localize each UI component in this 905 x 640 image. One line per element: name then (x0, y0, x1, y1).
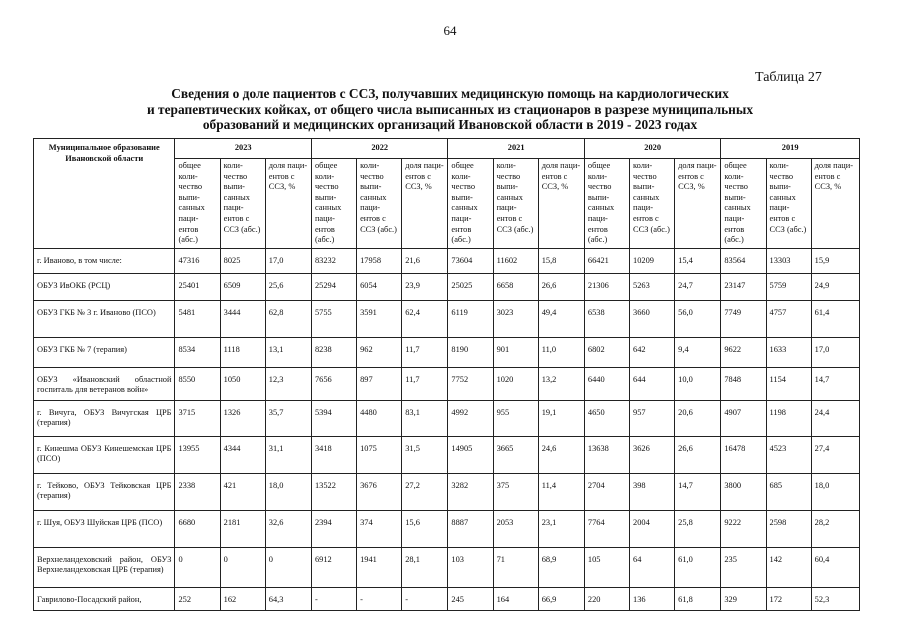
table-cell: 17,0 (265, 248, 311, 273)
table-cell: 2598 (766, 510, 811, 547)
cvd-share-header: доля паци-ентов с ССЗ, % (811, 159, 859, 249)
table-cell: 103 (448, 547, 493, 587)
table-cell: 2181 (220, 510, 265, 547)
row-municipality-name: ОБУЗ «Ивановский областной госпиталь для ветеранов войн» (34, 367, 175, 400)
table-cell: 11602 (493, 248, 538, 273)
table-cell: 3591 (357, 300, 402, 337)
table-row (34, 473, 860, 510)
table-cell: 955 (493, 400, 538, 436)
table-cell: 10209 (630, 248, 675, 273)
page-number: 64 (443, 23, 457, 38)
total-discharged-header: общее коли-чество выпи-санных паци-ентов (абс.) (311, 159, 356, 249)
table-cell: 26,6 (538, 273, 584, 300)
table-cell: 24,7 (675, 273, 721, 300)
document-title (80, 86, 820, 133)
table-cell: 7848 (721, 367, 766, 400)
table-cell: 5394 (311, 400, 356, 436)
table-cell: - (357, 587, 402, 610)
table-cell: 1326 (220, 400, 265, 436)
table-cell: 6119 (448, 300, 493, 337)
table-cell: 61,8 (675, 587, 721, 610)
table-cell: 23147 (721, 273, 766, 300)
table-row (34, 436, 860, 473)
table-row (34, 547, 860, 587)
table-cell: - (402, 587, 448, 610)
table-cell: 14,7 (675, 473, 721, 510)
table-cell: 35,7 (265, 400, 311, 436)
table-cell: 5263 (630, 273, 675, 300)
table-cell: 1154 (766, 367, 811, 400)
row-municipality-name: г. Шуя, ОБУЗ Шуйская ЦРБ (ПСО) (34, 510, 175, 547)
table-cell: 235 (721, 547, 766, 587)
table-cell: 27,4 (811, 436, 859, 473)
table-cell: 8190 (448, 337, 493, 367)
table-cell: 644 (630, 367, 675, 400)
table-cell: 8550 (175, 367, 220, 400)
table-row (34, 367, 860, 400)
table-cell: 4344 (220, 436, 265, 473)
table-cell: 52,3 (811, 587, 859, 610)
table-cell: 73604 (448, 248, 493, 273)
table-cell: 21,6 (402, 248, 448, 273)
row-municipality-name: г. Тейково, ОБУЗ Тейковская ЦРБ (терапия) (34, 473, 175, 510)
table-cell: 421 (220, 473, 265, 510)
table-cell: 61,4 (811, 300, 859, 337)
table-cell: 5755 (311, 300, 356, 337)
table-cell: 23,1 (538, 510, 584, 547)
table-cell: 17958 (357, 248, 402, 273)
total-discharged-header: общее коли-чество выпи-санных паци-ентов (абс.) (721, 159, 766, 249)
table-cell: 4523 (766, 436, 811, 473)
table-cell: 5481 (175, 300, 220, 337)
table-cell: 62,8 (265, 300, 311, 337)
total-discharged-header: общее коли-чество выпи-санных паци-ентов (абс.) (175, 159, 220, 249)
table-row (34, 337, 860, 367)
cvd-discharged-header: коли-чество выпи-санных паци-ентов с ССЗ (абс.) (220, 159, 265, 249)
table-cell: 25294 (311, 273, 356, 300)
table-cell: 83,1 (402, 400, 448, 436)
table-cell: 6538 (584, 300, 629, 337)
table-cell: 62,4 (402, 300, 448, 337)
year-header: 2022 (311, 139, 447, 159)
row-municipality-name: г. Кинешма ОБУЗ Кинешемская ЦРБ (ПСО) (34, 436, 175, 473)
table-cell: 2338 (175, 473, 220, 510)
table-cell: 11,7 (402, 367, 448, 400)
table-cell: 11,4 (538, 473, 584, 510)
table-cell: 25401 (175, 273, 220, 300)
table-row (34, 587, 860, 610)
year-header: 2020 (584, 139, 720, 159)
table-cell: 3418 (311, 436, 356, 473)
table-cell: 3660 (630, 300, 675, 337)
table-row (34, 248, 860, 273)
table-cell: 6054 (357, 273, 402, 300)
title-line: Сведения о доле пациентов с ССЗ, получавших медицинскую помощь на кардиологических (171, 86, 729, 101)
table-cell: 7749 (721, 300, 766, 337)
table-cell: 4992 (448, 400, 493, 436)
table-cell: 6440 (584, 367, 629, 400)
table-cell: 64 (630, 547, 675, 587)
table-cell: 31,1 (265, 436, 311, 473)
table-cell: 27,2 (402, 473, 448, 510)
table-cell: 66421 (584, 248, 629, 273)
year-header: 2021 (448, 139, 584, 159)
table-cell: 8238 (311, 337, 356, 367)
cvd-discharged-header: коли-чество выпи-санных паци-ентов с ССЗ (абс.) (766, 159, 811, 249)
table-cell: 0 (175, 547, 220, 587)
table-cell: 3665 (493, 436, 538, 473)
table-cell: 1941 (357, 547, 402, 587)
title-line: и терапевтических койках, от общего числа выписанных из стационаров в разрезе муниципальных (146, 101, 754, 117)
table-cell: 13638 (584, 436, 629, 473)
table-cell: 3023 (493, 300, 538, 337)
table-cell: 14905 (448, 436, 493, 473)
table-cell: 2004 (630, 510, 675, 547)
cvd-discharged-header: коли-чество выпи-санных паци-ентов с ССЗ (абс.) (630, 159, 675, 249)
table-cell: 245 (448, 587, 493, 610)
table-cell: 8025 (220, 248, 265, 273)
row-municipality-name: ОБУЗ ГКБ № 3 г. Иваново (ПСО) (34, 300, 175, 337)
row-municipality-name: г. Иваново, в том числе: (34, 248, 175, 273)
table-cell: 957 (630, 400, 675, 436)
table-cell: 15,4 (675, 248, 721, 273)
table-cell: 7752 (448, 367, 493, 400)
table-cell: 60,4 (811, 547, 859, 587)
table-cell: 66,9 (538, 587, 584, 610)
row-municipality-name: ОБУЗ ГКБ № 7 (терапия) (34, 337, 175, 367)
table-cell: 68,9 (538, 547, 584, 587)
table-cell: 4480 (357, 400, 402, 436)
cvd-discharged-header: коли-чество выпи-санных паци-ентов с ССЗ (абс.) (493, 159, 538, 249)
table-cell: 13,2 (538, 367, 584, 400)
table-cell: 329 (721, 587, 766, 610)
row-municipality-name: Верхнеландеховский район, ОБУЗ Верхнеландеховская ЦРБ (терапия) (34, 547, 175, 587)
table-cell: 25,8 (675, 510, 721, 547)
table-cell: 3282 (448, 473, 493, 510)
table-cell: 901 (493, 337, 538, 367)
table-cell: 3626 (630, 436, 675, 473)
cvd-share-header: доля паци-ентов с ССЗ, % (402, 159, 448, 249)
table-cell: 897 (357, 367, 402, 400)
table-cell: 64,3 (265, 587, 311, 610)
table-row (34, 400, 860, 436)
municipality-column-header: Муниципальное образование Ивановской области (34, 139, 175, 249)
table-cell: 3715 (175, 400, 220, 436)
table-cell: 13955 (175, 436, 220, 473)
table-cell: 398 (630, 473, 675, 510)
table-cell: 18,0 (265, 473, 311, 510)
table-cell: 11,7 (402, 337, 448, 367)
cvd-share-header: доля паци-ентов с ССЗ, % (265, 159, 311, 249)
table-cell: 2053 (493, 510, 538, 547)
table-cell: 24,6 (538, 436, 584, 473)
table-cell: 3800 (721, 473, 766, 510)
table-cell: 962 (357, 337, 402, 367)
table-cell: 24,9 (811, 273, 859, 300)
table-cell: 25025 (448, 273, 493, 300)
row-municipality-name: ОБУЗ ИвОКБ (РСЦ) (34, 273, 175, 300)
table-cell: 1050 (220, 367, 265, 400)
table-cell: 4650 (584, 400, 629, 436)
cvd-share-header: доля паци-ентов с ССЗ, % (538, 159, 584, 249)
table-cell: 6680 (175, 510, 220, 547)
table-cell: 8534 (175, 337, 220, 367)
table-cell: 26,6 (675, 436, 721, 473)
table-cell: 1075 (357, 436, 402, 473)
table-cell: 6658 (493, 273, 538, 300)
table-cell: 6912 (311, 547, 356, 587)
table-cell: 15,9 (811, 248, 859, 273)
table-cell: 4757 (766, 300, 811, 337)
table-cell: 375 (493, 473, 538, 510)
table-cell: 162 (220, 587, 265, 610)
table-cell: 12,3 (265, 367, 311, 400)
table-cell: 6509 (220, 273, 265, 300)
table-row (34, 273, 860, 300)
table-cell: 15,8 (538, 248, 584, 273)
table-cell: 5759 (766, 273, 811, 300)
table-cell: 28,1 (402, 547, 448, 587)
table-cell: 17,0 (811, 337, 859, 367)
table-cell: 7656 (311, 367, 356, 400)
table-cell: 13522 (311, 473, 356, 510)
table-cell: 2704 (584, 473, 629, 510)
table-cell: 83232 (311, 248, 356, 273)
total-discharged-header: общее коли-чество выпи-санных паци-ентов (абс.) (584, 159, 629, 249)
cvd-share-header: доля паци-ентов с ССЗ, % (675, 159, 721, 249)
year-header: 2019 (721, 139, 860, 159)
row-municipality-name: Гаврилово-Посадский район, (34, 587, 175, 610)
table-cell: 56,0 (675, 300, 721, 337)
table-cell: 7764 (584, 510, 629, 547)
table-cell: 49,4 (538, 300, 584, 337)
row-municipality-name: г. Вичуга, ОБУЗ Вичугская ЦРБ (терапия) (34, 400, 175, 436)
table-cell: 71 (493, 547, 538, 587)
table-cell: 172 (766, 587, 811, 610)
table-cell: 9,4 (675, 337, 721, 367)
table-cell: 47316 (175, 248, 220, 273)
table-row (34, 510, 860, 547)
table-cell: 11,0 (538, 337, 584, 367)
table-cell: 1633 (766, 337, 811, 367)
cardiology-patients-table (33, 138, 860, 611)
table-cell: 25,6 (265, 273, 311, 300)
table-cell: 23,9 (402, 273, 448, 300)
table-cell: 10,0 (675, 367, 721, 400)
cvd-discharged-header: коли-чество выпи-санных паци-ентов с ССЗ (абс.) (357, 159, 402, 249)
table-cell: 24,4 (811, 400, 859, 436)
table-cell: 105 (584, 547, 629, 587)
table-row (34, 300, 860, 337)
table-cell: 6802 (584, 337, 629, 367)
table-cell: 9222 (721, 510, 766, 547)
table-cell: 3676 (357, 473, 402, 510)
table-cell: 374 (357, 510, 402, 547)
total-discharged-header: общее коли-чество выпи-санных паци-ентов (абс.) (448, 159, 493, 249)
title-line: образований и медицинских организаций Ивановской области в 2019 - 2023 годах (202, 117, 698, 132)
table-cell: 4907 (721, 400, 766, 436)
table-cell: 1020 (493, 367, 538, 400)
table-cell: 220 (584, 587, 629, 610)
table-cell: 9622 (721, 337, 766, 367)
table-cell: 61,0 (675, 547, 721, 587)
table-cell: 0 (265, 547, 311, 587)
table-cell: 28,2 (811, 510, 859, 547)
table-cell: 19,1 (538, 400, 584, 436)
table-cell: 20,6 (675, 400, 721, 436)
table-cell: 1198 (766, 400, 811, 436)
year-header: 2023 (175, 139, 311, 159)
table-cell: 2394 (311, 510, 356, 547)
table-cell: - (311, 587, 356, 610)
table-label: Таблица 27 (755, 70, 822, 85)
table-cell: 8887 (448, 510, 493, 547)
table-cell: 83564 (721, 248, 766, 273)
table-cell: 164 (493, 587, 538, 610)
table-cell: 685 (766, 473, 811, 510)
table-cell: 252 (175, 587, 220, 610)
table-cell: 13,1 (265, 337, 311, 367)
table-body (34, 248, 860, 610)
table-cell: 1118 (220, 337, 265, 367)
table-cell: 3444 (220, 300, 265, 337)
table-cell: 142 (766, 547, 811, 587)
table-cell: 642 (630, 337, 675, 367)
table-cell: 16478 (721, 436, 766, 473)
table-cell: 18,0 (811, 473, 859, 510)
table-cell: 21306 (584, 273, 629, 300)
table-cell: 31,5 (402, 436, 448, 473)
table-cell: 0 (220, 547, 265, 587)
table-cell: 136 (630, 587, 675, 610)
table-cell: 13303 (766, 248, 811, 273)
table-cell: 15,6 (402, 510, 448, 547)
table-cell: 14,7 (811, 367, 859, 400)
table-cell: 32,6 (265, 510, 311, 547)
